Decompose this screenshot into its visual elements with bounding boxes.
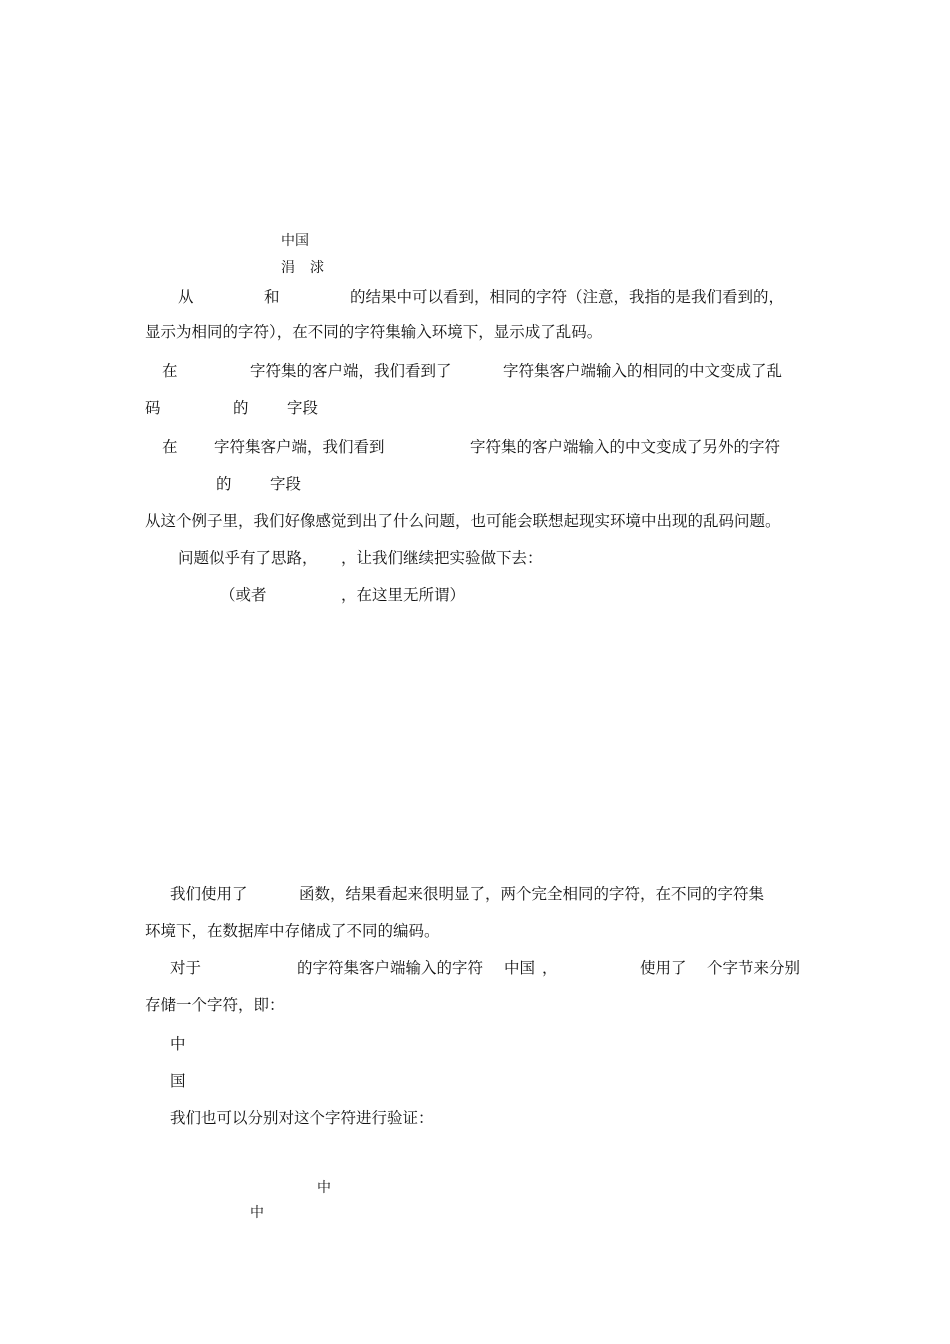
para5-part-b: ，让我们继续把实验做下去： (341, 549, 543, 567)
list-item-zhong: 中 (170, 1035, 186, 1053)
code-output-garbled-2: 浗 (310, 260, 324, 276)
para6-part-b: ，在这里无所谓） (341, 586, 466, 604)
para5-part-a: 问题似乎有了思路， (178, 549, 318, 567)
para7-line1-a: 我们使用了 (170, 885, 248, 903)
para6-part-a: （或者 (220, 586, 267, 604)
para3-line1-mid: 字符集客户端，我们看到 (214, 438, 385, 456)
code-output-garbled-1: 涓 (281, 260, 295, 276)
para2-word-ma: 码 (145, 399, 161, 417)
para8-line2: 存储一个字符，即： (145, 996, 285, 1014)
para3-word-in: 在 (162, 438, 178, 456)
para1-word-and: 和 (264, 288, 280, 306)
para3-line1-rest: 字符集的客户端输入的中文变成了另外的字符 (470, 438, 781, 456)
para1-line2: 显示为相同的字符），在不同的字符集输入环境下，显示成了乱码。 (145, 323, 603, 341)
para8-line1-a: 对于 (170, 959, 202, 977)
para8-line1-b: 的字符集客户端输入的字符 (297, 959, 484, 977)
para3-word-field: 字段 (270, 475, 302, 493)
para8-line1-comma: ， (542, 959, 558, 977)
list-item-guo: 国 (170, 1072, 186, 1090)
para8-line1-china: 中国 (504, 959, 536, 977)
para1-word-from: 从 (178, 288, 194, 306)
para8-line1-used: 使用了 (640, 959, 687, 977)
code-bottom-line-2: 中 (250, 1205, 264, 1221)
para7-line2: 环境下，在数据库中存储成了不同的编码。 (145, 922, 440, 940)
para4: 从这个例子里，我们好像感觉到出了什么问题，也可能会联想起现实环境中出现的乱码问题。 (145, 512, 781, 530)
para2-word-de: 的 (233, 399, 249, 417)
para2-word-field: 字段 (287, 399, 319, 417)
para2-line1-mid: 字符集的客户端，我们看到了 (250, 362, 452, 380)
code-output-line-1: 中国 (281, 233, 309, 249)
para3-word-de: 的 (216, 475, 232, 493)
para2-line1-rest: 字符集客户端输入的相同的中文变成了乱 (503, 362, 783, 380)
para1-line1-rest: 的结果中可以看到，相同的字符（注意，我指的是我们看到的， (350, 288, 785, 306)
para7-line1-b: 函数，结果看起来很明显了，两个完全相同的字符，在不同的字符集 (299, 885, 765, 903)
para8-line1-bytes: 个字节来分别 (707, 959, 801, 977)
code-bottom-line-1: 中 (317, 1180, 331, 1196)
para2-word-in: 在 (162, 362, 178, 380)
para9: 我们也可以分别对这个字符进行验证： (170, 1109, 434, 1127)
